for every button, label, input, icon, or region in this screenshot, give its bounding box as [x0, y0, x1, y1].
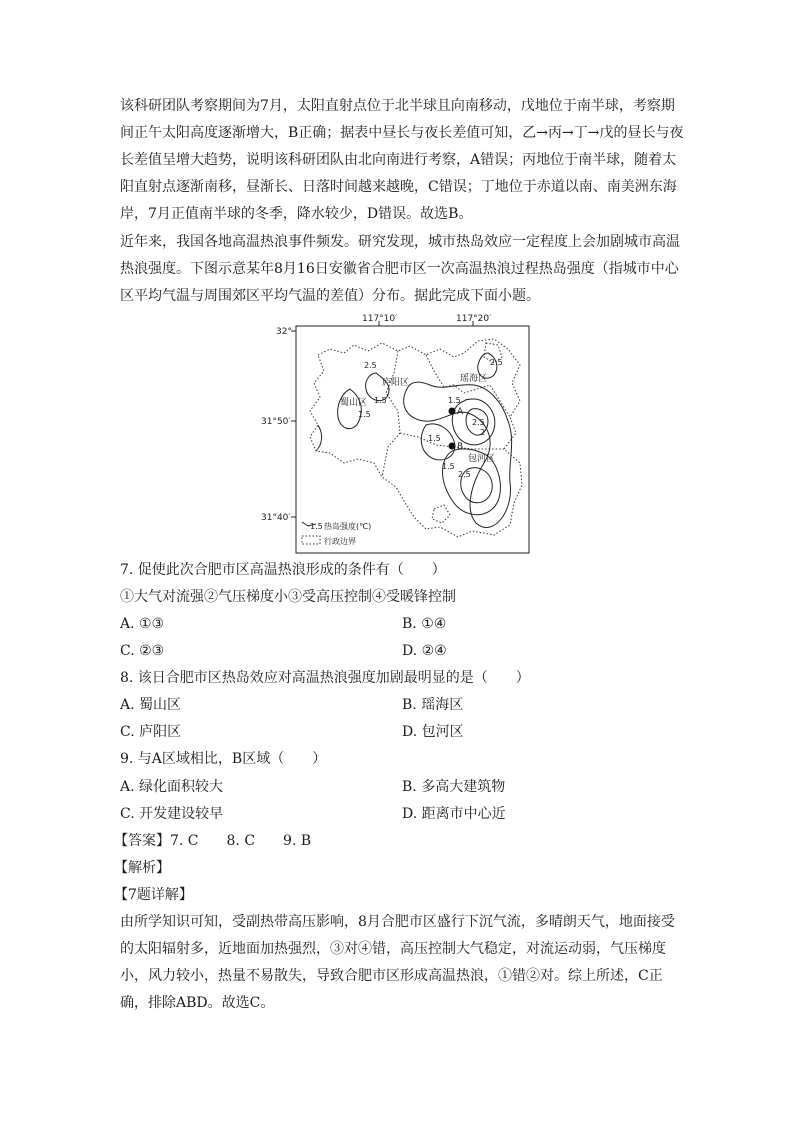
contour-label: 2.5: [490, 358, 503, 367]
question-8-stem: 8. 该日合肥市区热岛效应对高温热浪强度加剧最明显的是（ ）: [120, 670, 530, 686]
district-label: 瑶海区: [460, 374, 488, 384]
detail-label: 【7题详解】: [114, 887, 193, 903]
legend-isoline-value: 1.5: [310, 522, 323, 531]
legend-boundary-label: 行政边界: [324, 537, 356, 546]
district-label: 庐阳区: [382, 378, 410, 388]
detail-paragraph: 由所学知识可知，受副热带高压影响，8月合肥市区盛行下沉气流，多晴朗天气，地面接受的太阳辐射多，近地面加热强烈，③对④错，高压控制大气稳定，对流运动弱，气压梯度小，风力较小，热量不易散失，导致合肥市区形成高温热浪，①错②对。综上所述，C正确，排除ABD。故选C。: [120, 914, 675, 1011]
lat-label: 31°40′: [261, 513, 291, 523]
district-label: 蜀山区: [340, 398, 368, 408]
contour-label: 1.5: [442, 462, 455, 471]
intro-paragraph: 该科研团队考察期间为7月，太阳直射点位于北半球且向南移动，戊地位于南半球，考察期间正午太阳高度逐渐增大，B正确；据表中昼长与夜长差值可知，乙→丙→丁→戊的昼长与夜长差值呈增大趋势，说明该科研团队由北向南进行考察，A错误；丙地位于南半球，随着太阳直射点逐渐南移，昼渐长、日落时间越来越晚，C错误；丁地位于赤道以南、南美洲东海岸，7月正值南半球的冬季，降水较少，D错误。故选B。: [120, 98, 684, 222]
contour-label: 1.5: [358, 410, 371, 419]
contour-label: 1.5: [448, 396, 461, 405]
question-9-option-d: D. 距离市中心近: [402, 806, 506, 822]
point-b-marker: [449, 443, 456, 450]
isoline: [338, 389, 362, 429]
lat-label: 32°: [276, 327, 292, 337]
lon-label: 117°20′: [456, 314, 492, 324]
analysis-label: 【解析】: [114, 860, 170, 876]
contour-label: 2.5: [458, 470, 471, 479]
question-7-option-c: C. ②③: [120, 643, 165, 659]
point-label: B: [457, 442, 464, 452]
heat-island-map: [258, 313, 538, 556]
district-boundary: [382, 351, 400, 477]
lat-label: 31°50′: [261, 417, 291, 427]
question-9-option-a: A. 绿化面积较大: [120, 779, 224, 795]
contour-label: 2.5: [472, 418, 485, 427]
question-9-stem: 9. 与A区域相比，B区域（ ）: [120, 751, 327, 767]
question-8-option-c: C. 庐阳区: [120, 724, 182, 740]
question-9-option-b: B. 多高大建筑物: [402, 779, 506, 795]
point-label: A: [457, 407, 464, 417]
contour-label: 2.5: [364, 361, 377, 370]
boundary-island: [432, 505, 450, 523]
contour-label: 1.5: [374, 396, 387, 405]
question-7-statement: ①大气对流强②气压梯度小③受高压控制④受暖锋控制: [120, 589, 456, 605]
contour-label: 1.5: [428, 434, 441, 443]
isoline: [316, 425, 322, 451]
question-8-option-b: B. 瑶海区: [402, 697, 464, 713]
answer-line: 【答案】7. C 8. C 9. B: [114, 833, 312, 849]
question-9-option-c: C. 开发建设较早: [120, 806, 224, 822]
legend-isoline-label: 热岛强度(℃): [324, 522, 372, 531]
district-label: 包河区: [468, 454, 496, 464]
material-paragraph: 近年来，我国各地高温热浪事件频发。研究发现，城市热岛效应一定程度上会加剧城市高温热浪强度。下图示意某年8月16日安徽省合肥市区一次高温热浪过程热岛强度（指城市中心区平均气温与周围郊区平均气温的差值）分布。据此完成下面小题。: [120, 234, 680, 304]
question-8-option-a: A. 蜀山区: [120, 697, 182, 713]
point-a-marker: [449, 408, 456, 415]
contour-label: 2: [480, 428, 486, 437]
lon-label: 117°10′: [362, 314, 398, 324]
question-8-option-d: D. 包河区: [402, 724, 464, 740]
question-7-stem: 7. 促使此次合肥市区高温热浪形成的条件有（ ）: [120, 562, 446, 578]
question-7-option-a: A. ①③: [120, 616, 165, 632]
question-7-option-b: B. ①④: [402, 616, 447, 632]
legend-boundary-symbol: [302, 536, 320, 544]
question-7-option-d: D. ②④: [402, 643, 447, 659]
